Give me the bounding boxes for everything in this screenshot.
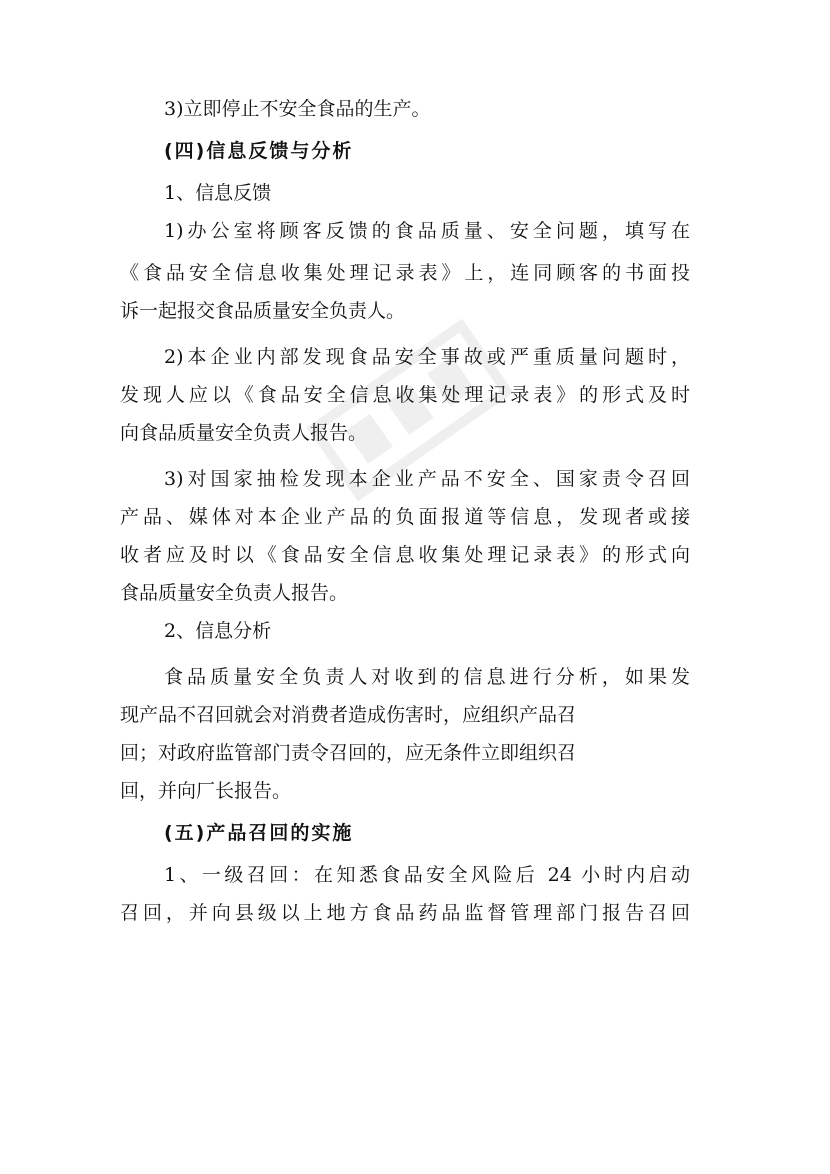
list-item: 3)立即停止不安全食品的生产。 <box>164 98 431 120</box>
paragraph-line: 现产品不召回就会对消费者造成伤害时，应组织产品召 <box>120 704 577 726</box>
section-heading: (五)产品召回的实施 <box>164 822 354 844</box>
paragraph-line: 回；对政府监管部门责令召回的，应无条件立即组织召 <box>120 742 577 764</box>
paragraph-line: 向食品质量安全负责人报告。 <box>120 422 368 444</box>
paragraph-line: 召回，并向县级以上地方食品药品监督管理部门报告召回 <box>120 902 690 924</box>
subsection-heading: 1、信息反馈 <box>164 182 272 204</box>
paragraph-line: 食品质量安全负责人报告。 <box>120 582 349 604</box>
paragraph-line: 收者应及时以《食品安全信息收集处理记录表》的形式向 <box>120 544 690 566</box>
paragraph-line: 《食品安全信息收集处理记录表》上，连同顾客的书面投 <box>120 262 690 284</box>
section-heading: (四)信息反馈与分析 <box>164 140 354 162</box>
paragraph-line: 1、一级召回：在知悉食品安全风险后 24 小时内启动 <box>164 864 690 886</box>
document-body <box>120 90 690 932</box>
paragraph-line: 3)对国家抽检发现本企业产品不安全、国家责令召回 <box>164 468 690 490</box>
paragraph-line: 1)办公室将顾客反馈的食品质量、安全问题，填写在 <box>164 220 690 242</box>
paragraph-line: 诉一起报交食品质量安全负责人。 <box>120 300 406 322</box>
subsection-heading: 2、信息分析 <box>164 620 272 642</box>
paragraph-line: 食品质量安全负责人对收到的信息进行分析，如果发 <box>164 666 690 688</box>
paragraph-line: 回，并向厂长报告。 <box>120 780 292 802</box>
paragraph-line: 发现人应以《食品安全信息收集处理记录表》的形式及时 <box>120 384 690 406</box>
paragraph-line: 产品、媒体对本企业产品的负面报道等信息，发现者或接 <box>120 506 690 528</box>
paragraph-line: 2)本企业内部发现食品安全事故或严重质量问题时， <box>164 346 690 368</box>
